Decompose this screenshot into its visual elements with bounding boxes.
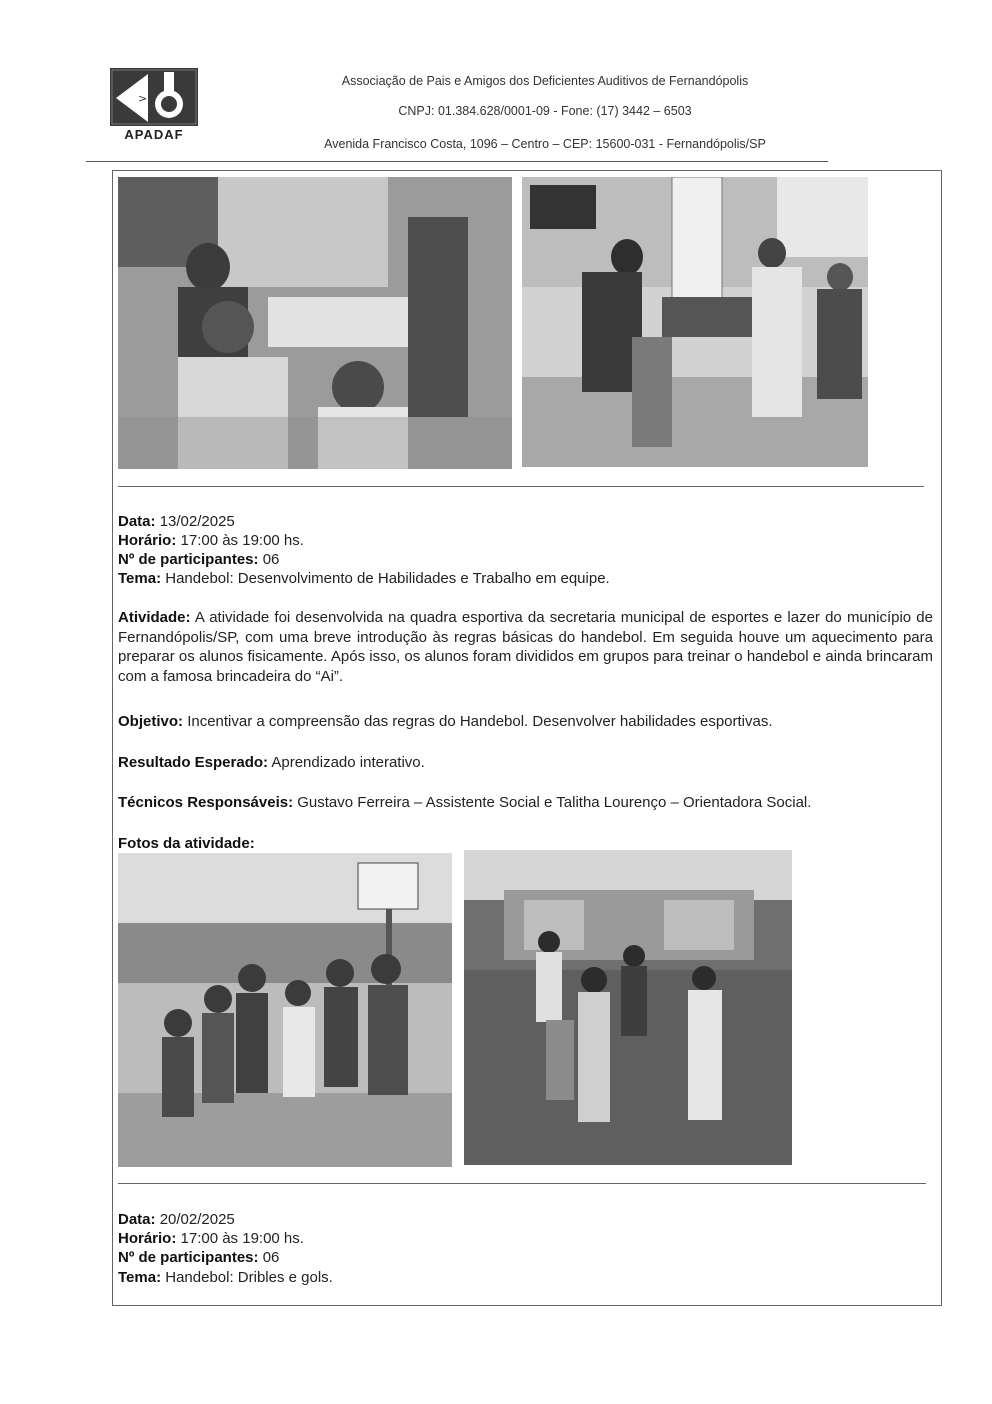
record1-date: 13/02/2025	[159, 513, 235, 530]
record2-participants-row	[118, 1248, 279, 1267]
record1-activity-text: A atividade foi desenvolvida na quadra esportiva da secretaria municipal de esportes e lazer do município de Fernandópolis/SP, com uma breve introdução às regras básicas do handebol. Em seguida houve um aquecimento para preparar os alunos fisicamente. Após isso, os alunos foram divididos em grupos para treinar o handebol e ainda brincaram com a famosa brincadeira do “Ai”.	[118, 609, 933, 685]
record1-time-row	[118, 531, 304, 550]
activity-photo-foosball	[522, 177, 868, 467]
record2-theme-row	[118, 1268, 333, 1287]
record1-tech-row	[118, 793, 811, 812]
record2-date-label: Data:	[118, 1211, 156, 1228]
svg-text:>: >	[138, 92, 148, 105]
activity-photo-group	[118, 853, 452, 1167]
record1-participants: 06	[262, 551, 280, 568]
record1-time-label: Horário:	[118, 532, 177, 549]
record1-activity-label: Atividade:	[118, 609, 191, 626]
record2-participants-label: Nº de participantes:	[118, 1249, 259, 1266]
logo-text: APADAF	[124, 127, 184, 142]
record1-photos-label-row	[118, 834, 255, 853]
record1-tech: Gustavo Ferreira – Assistente Social e Talitha Lourenço – Orientadora Social.	[297, 794, 812, 811]
record1-theme-label: Tema:	[118, 570, 162, 587]
section-divider	[118, 1183, 926, 1184]
activity-photo-classroom	[118, 177, 512, 469]
record1-date-row	[118, 512, 235, 531]
cnpj-phone: CNPJ: 01.384.628/0001-09 - Fone: (17) 3442 – 6503	[398, 104, 692, 118]
record1-result-label: Resultado Esperado:	[118, 754, 269, 771]
record1-result: Aprendizado interativo.	[271, 754, 425, 771]
record1-time: 17:00 às 19:00 hs.	[180, 532, 304, 549]
record1-participants-row	[118, 550, 279, 569]
record2-theme: Handebol: Dribles e gols.	[165, 1269, 333, 1286]
record1-theme-row	[118, 569, 610, 588]
record1-objective-row	[118, 712, 773, 731]
address: Avenida Francisco Costa, 1096 – Centro – CEP: 15600-031 - Fernandópolis/SP	[324, 137, 766, 151]
record1-participants-label: Nº de participantes:	[118, 551, 259, 568]
record2-participants: 06	[262, 1249, 280, 1266]
activity-photo-court	[464, 850, 792, 1165]
record2-time-label: Horário:	[118, 1230, 177, 1247]
record1-date-label: Data:	[118, 513, 156, 530]
record1-tech-label: Técnicos Responsáveis:	[118, 794, 294, 811]
record1-objective-label: Objetivo:	[118, 713, 184, 730]
org-name: Associação de Pais e Amigos dos Deficientes Auditivos de Fernandópolis	[341, 74, 749, 88]
header-divider	[86, 161, 828, 162]
record1-photos-label: Fotos da atividade:	[118, 835, 255, 852]
section-divider	[118, 486, 924, 487]
record1-activity	[118, 608, 933, 686]
record2-date-row	[118, 1210, 235, 1229]
record1-objective: Incentivar a compreensão das regras do Handebol. Desenvolver habilidades esportivas.	[187, 713, 773, 730]
record1-result-row	[118, 753, 425, 772]
record1-theme: Handebol: Desenvolvimento de Habilidades e Trabalho em equipe.	[165, 570, 610, 587]
record2-date: 20/02/2025	[159, 1211, 235, 1228]
record2-time: 17:00 às 19:00 hs.	[180, 1230, 304, 1247]
record2-theme-label: Tema:	[118, 1269, 162, 1286]
record2-time-row	[118, 1229, 304, 1248]
